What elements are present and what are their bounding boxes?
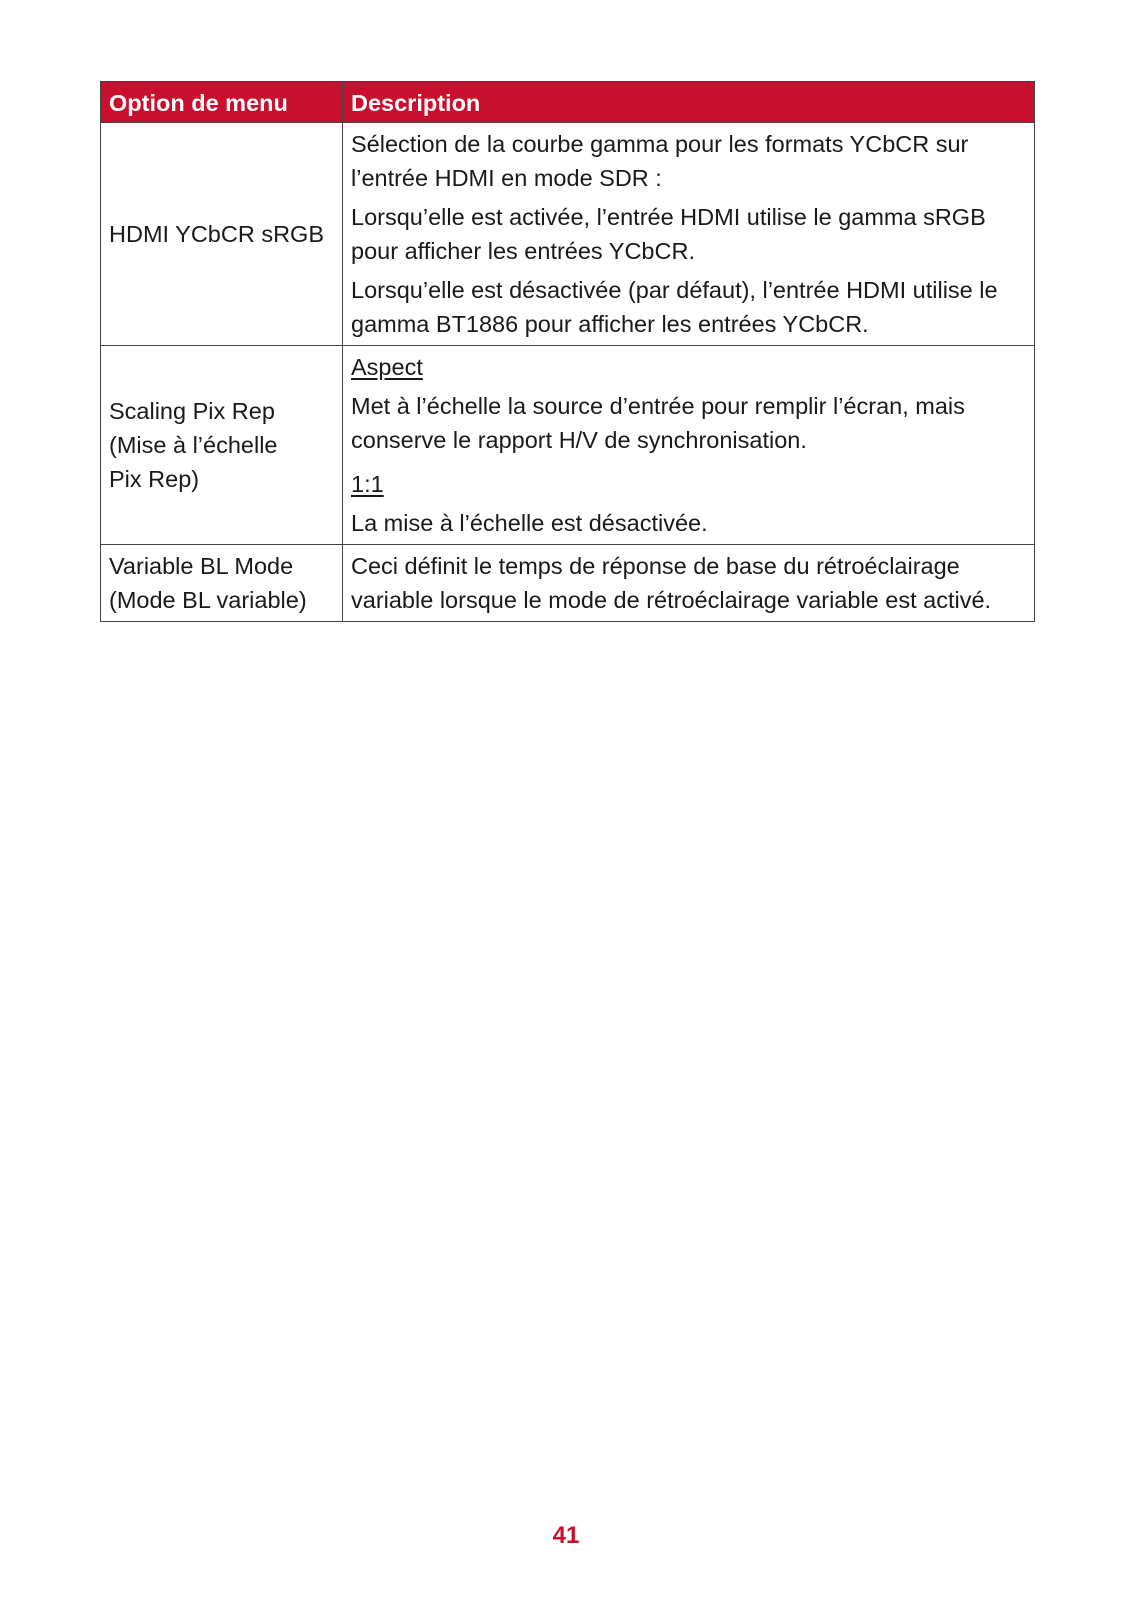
table-row bbox=[101, 123, 1035, 346]
header-description: Description bbox=[343, 82, 1035, 123]
description-paragraph: Lorsqu’elle est désactivée (par défaut), l’entrée HDMI utilise le gamma BT1886 pour afficher les entrées YCbCR. bbox=[351, 277, 998, 337]
table-row bbox=[101, 545, 1035, 622]
sub-option-text: La mise à l’échelle est désactivée. bbox=[351, 510, 708, 536]
option-cell: HDMI YCbCR sRGB bbox=[101, 123, 343, 346]
sub-option-title: Aspect bbox=[351, 354, 423, 380]
page-number: 41 bbox=[552, 1522, 580, 1549]
description-cell bbox=[343, 545, 1035, 622]
sub-option-title: 1:1 bbox=[351, 471, 384, 497]
option-line: Variable BL Mode bbox=[109, 553, 294, 579]
option-line: Scaling Pix Rep bbox=[109, 398, 275, 424]
description-cell bbox=[343, 346, 1035, 545]
description-paragraph: Lorsqu’elle est activée, l’entrée HDMI utilise le gamma sRGB pour afficher les entrées YCbCR. bbox=[351, 204, 986, 264]
table-row bbox=[101, 346, 1035, 545]
option-line: (Mise à l’échelle bbox=[109, 432, 278, 458]
option-cell bbox=[101, 545, 343, 622]
option-line: Pix Rep) bbox=[109, 466, 200, 492]
description-paragraph: Sélection de la courbe gamma pour les formats YCbCR sur l’entrée HDMI en mode SDR : bbox=[351, 131, 969, 191]
option-line: (Mode BL variable) bbox=[109, 587, 307, 613]
sub-option-text: Met à l’échelle la source d’entrée pour remplir l’écran, mais conserve le rapport H/V de synchronisation. bbox=[351, 393, 965, 453]
option-cell bbox=[101, 346, 343, 545]
header-option: Option de menu bbox=[101, 82, 343, 123]
menu-options-table bbox=[100, 81, 1035, 622]
description-paragraph: Ceci définit le temps de réponse de base du rétroéclairage variable lorsque le mode de rétroéclairage variable est activé. bbox=[351, 553, 992, 613]
table-header-row bbox=[101, 82, 1035, 123]
description-cell bbox=[343, 123, 1035, 346]
